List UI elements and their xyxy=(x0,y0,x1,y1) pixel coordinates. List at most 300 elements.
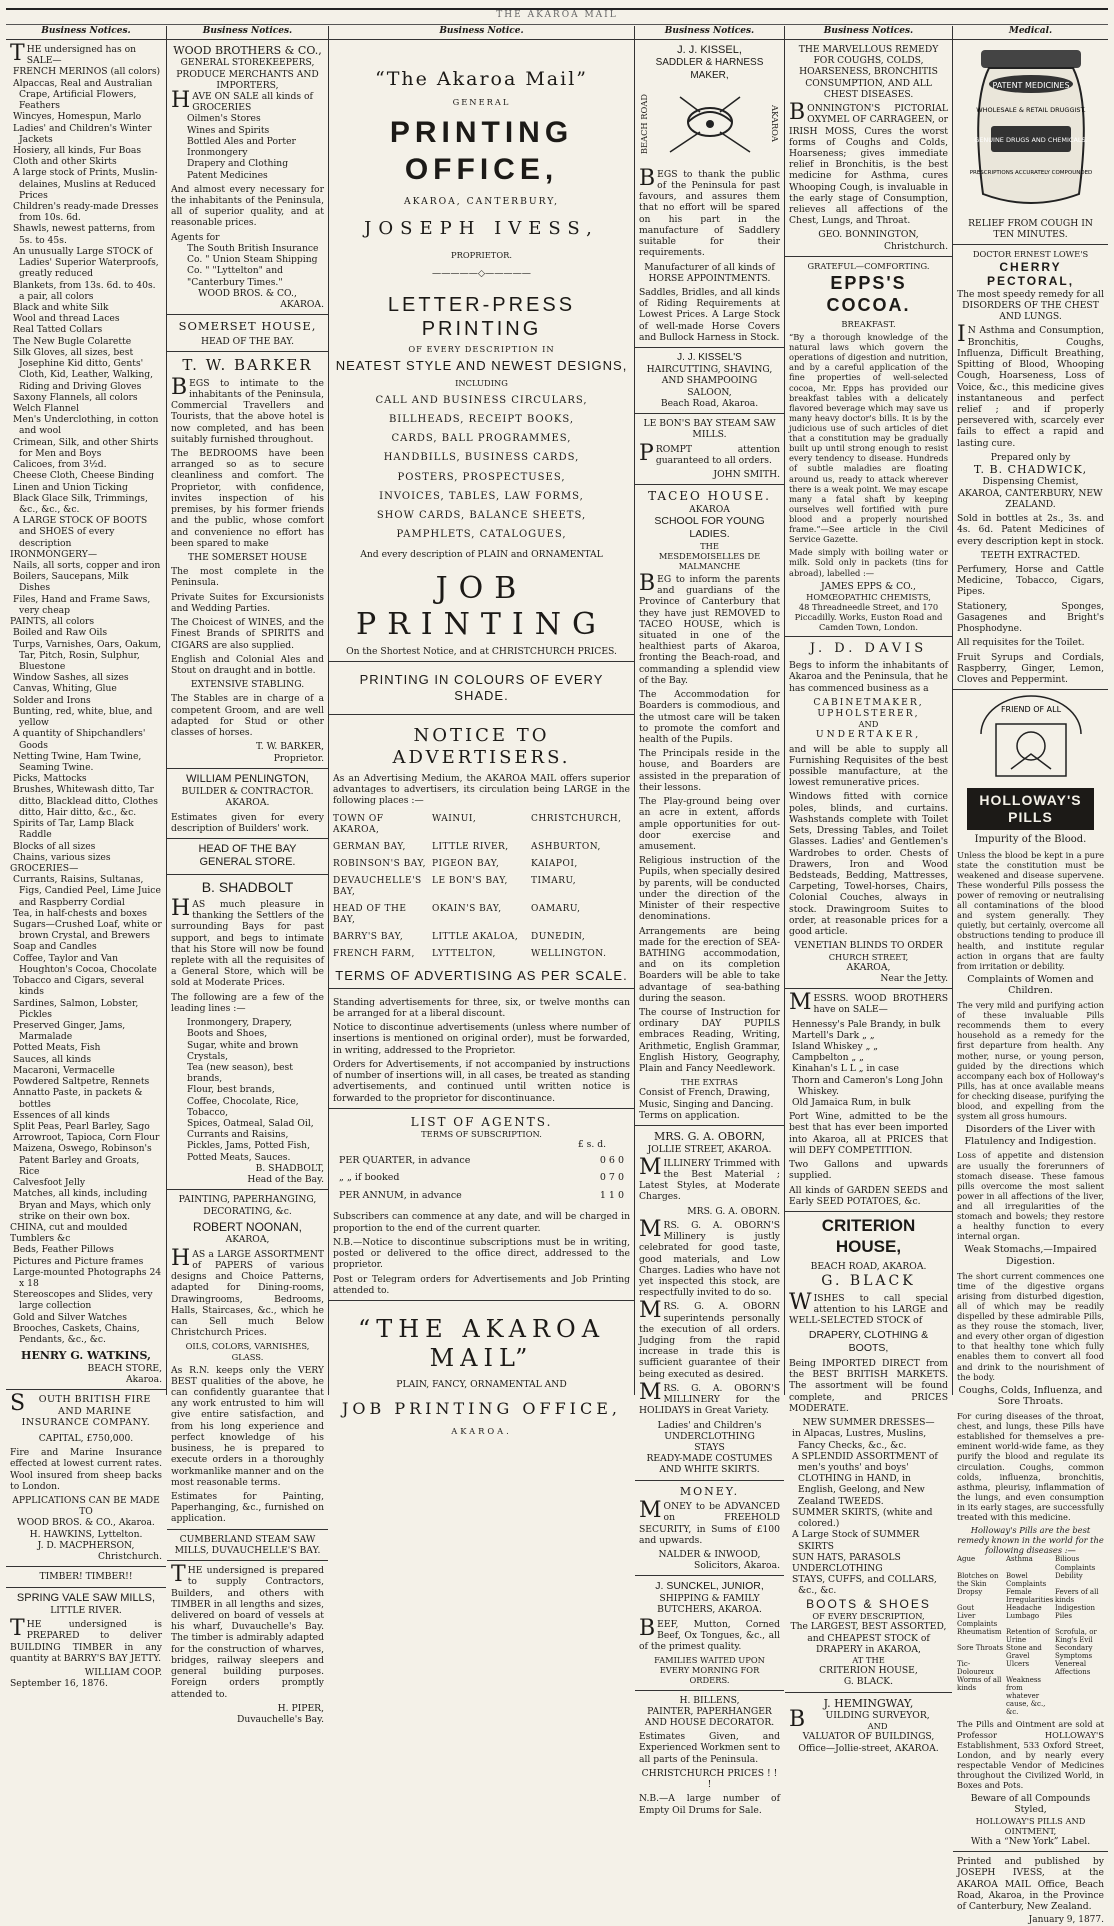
services-list xyxy=(333,395,630,542)
general-label: GENERAL xyxy=(452,97,511,108)
weak-heading: Weak Stomachs,—Impaired Digestion. xyxy=(964,1244,1097,1268)
list-item: Sugars—Crushed Loaf, white or brown Crystal, and Brewers xyxy=(13,919,162,942)
rate-value: 1 1 0 xyxy=(599,1189,624,1201)
town-item: CHRISTCHURCH, xyxy=(531,814,622,825)
disease-item: Female Irregularities xyxy=(1006,1587,1054,1604)
list-item: Annatto Paste, in packets & bottles xyxy=(13,1087,143,1110)
issue-date: January 9, 1877. xyxy=(1028,1915,1104,1926)
relief-heading: RELIEF FROM COUGH IN TEN MINUTES. xyxy=(968,217,1093,241)
list-item: Coffee, Taylor and Van Houghton's Cocoa, Chocolate xyxy=(13,952,157,975)
money-sign: NALDER & INWOOD, xyxy=(658,1548,761,1560)
lsd-label: £ s. d. xyxy=(577,1139,606,1151)
list-item: Thorn and Cameron's Long John Whiskey. xyxy=(792,1074,944,1097)
disease-item: Indigestion xyxy=(1055,1603,1095,1612)
epps-addr: 48 Threadneedle Street, and 170 Piccadilly. Works, Euston Road and Camden Town, London. xyxy=(794,601,943,633)
column-header: Business Notices. xyxy=(6,26,166,40)
shadbolt-sign: B. SHADBOLT, xyxy=(255,1162,324,1174)
town-item: LITTLE AKALOA, xyxy=(432,931,519,942)
watkins-intro: THE undersigned has on SALE— xyxy=(10,40,137,67)
list-item: Shawls, newest patterns, from 5s. to 45s. xyxy=(13,223,156,246)
ironmongery-heading: IRONMONGERY— xyxy=(10,548,98,560)
list-item: Brushes, Whitewash ditto, Tar ditto, Blacklead ditto, Clothes ditto, Hair ditto, &c., &c. xyxy=(13,784,158,818)
watkins-list-groceries xyxy=(10,874,162,1222)
list-item: Patent Medicines xyxy=(187,169,268,181)
noonan-place: AKAROA, xyxy=(225,1234,270,1246)
town-item: LE BON'S BAY, xyxy=(432,876,508,887)
town-item: PIGEON BAY, xyxy=(432,859,500,870)
chadwick-heading: T. B. CHADWICK, xyxy=(973,463,1088,477)
shadbolt-body: HAS much pleasure in thanking the Settlers of the surrounding Bays for past support, and begs to intimate that his Store will now be found replete with all the requisites of a General Store, which will be sold at Moderate Prices. xyxy=(171,895,324,989)
springvale-place: LITTLE RIVER. xyxy=(50,1604,122,1616)
list-item: READY-MADE COSTUMES xyxy=(646,1453,773,1465)
ny-label: With a “New York” Label. xyxy=(970,1835,1091,1847)
list-item: Alpaccas, Real and Australian Crape, Artificial Flowers, Feathers xyxy=(13,77,153,112)
akaroa-label: AKAROA. xyxy=(451,1426,512,1437)
impurity-body: Unless the blood be kept in a pure state the constitution must be weakened and disease supervene. These wonderful Pills possess the power of removing or neutralising all contaminations of the blood and system generally. They quietly, but certainly, overcome all obstructions tending to produce ill health, and institute regular action in organs that are faulty from irritation or debility. xyxy=(957,849,1104,971)
rate-row xyxy=(335,1188,628,1204)
taceo-heading: TACEO HOUSE. xyxy=(648,489,771,504)
hemingway-body: BUILDING SURVEYOR, xyxy=(789,1706,930,1732)
watkins-name: HENRY G. WATKINS, xyxy=(21,1349,151,1363)
list-item: Wool and thread Laces xyxy=(13,313,120,325)
wood-heading: WOOD BROTHERS & CO., xyxy=(173,43,322,57)
kissel-mfr: Manufacturer of all kinds of xyxy=(644,261,775,273)
town-item: WAINUI, xyxy=(432,814,477,825)
oborn-body: MILLINERY Trimmed with the Best Material ; Latest Styles, at Moderate Charges. xyxy=(639,1154,780,1203)
list-item: Spices, Oatmeal, Salad Oil, xyxy=(187,1118,314,1130)
disease-item: Liver Complaints xyxy=(957,1611,998,1628)
davis-body-3: Windows fitted with cornice poles, blinds, and curtains. Washstands complete with Toilet Sets, Dressing Tables, and Toilet Glasses. Ladies' and Gentlemen's Wardrobes to order. Chests of Drawers, Iron and Wood Bedsteads, Bedding, Mattresses, Carpeting, Towel-horses, Chairs, Colonial Couches, always in stock. Drawingroom Suites to order, at reasonable prices for a good article. xyxy=(789,791,948,938)
largest-body: The LARGEST, BEST ASSORTED, and CHEAPEST STOCK of DRAPERY in AKAROA, xyxy=(790,1621,947,1655)
friend-of-all-seal-icon xyxy=(971,694,1091,784)
list-item: Essences of all kinds xyxy=(13,1109,110,1121)
extras-body: Consist of French, Drawing, Music, Singing and Dancing. xyxy=(639,1087,774,1110)
cherry-body: IN Asthma and Consumption, Bronchitis, Coughs, Influenza, Difficult Breathing, Spitting of Blood, Whooping Cough, Hoarseness, Loss of Voice, &c., this medicine gives instantaneous and perfect relief ; and if properly persevered with, scarcely ever fails to effect a rapid and lasting cure. xyxy=(957,322,1104,449)
grateful-label: GRATEFUL—COMFORTING. xyxy=(807,260,930,271)
town-item: LITTLE RIVER, xyxy=(432,842,509,853)
list-item: in Alpacas, Lustres, Muslins, Fancy Checks, &c., &c. xyxy=(792,1428,927,1451)
wood2-body-2: Port Wine, admitted to be the best that has ever been imported into Akaroa, all at PRICES that will DEFY COMPETITION. xyxy=(789,1111,948,1156)
town-item: TOWN OF AKAROA, xyxy=(333,814,384,836)
town-item: ASHBURTON, xyxy=(531,842,601,853)
women-heading: Complaints of Women and Children. xyxy=(967,973,1094,997)
list-item: Beds, Feather Pillows xyxy=(13,1244,114,1256)
list-item: Chains, various sizes xyxy=(13,851,111,863)
list-item: Old Jamaica Rum, in bulk xyxy=(792,1097,911,1109)
column-3 xyxy=(328,26,634,1437)
list-item: Linen and Union Ticking xyxy=(13,481,128,493)
barker-body-4: Private Suites for Excursionists and Wedding Parties. xyxy=(171,591,324,614)
list-item: Martell's Dark „ „ xyxy=(792,1029,875,1041)
black-body-2: Being IMPORTED DIRECT from the BEST BRITISH MARKETS. The assortment will be found complete, and PRICES MODERATE. xyxy=(789,1358,948,1414)
disease-item: Stone and Gravel xyxy=(1006,1644,1042,1661)
list-item: Ironmongery, Drapery, xyxy=(187,1017,292,1029)
rates-table xyxy=(333,1151,630,1206)
south-british-agents xyxy=(10,1517,162,1551)
barker-body-2: The BEDROOMS have been arranged so as to secure cleanliness and comfort. The Proprietor, with confidence, invites inspection of his premises, by his former friends and the public, whose comfort and convenience no effort has been spared to make xyxy=(171,448,324,549)
friend-label: FRIEND OF ALL xyxy=(1000,705,1061,715)
saddle-illustration-row xyxy=(639,82,780,166)
town-item: HEAD OF THE BAY, xyxy=(333,904,407,925)
the-label: THE xyxy=(700,540,719,551)
letterpress-heading: LETTER-PRESS PRINTING xyxy=(387,293,576,341)
list-item: Currants, Raisins, Sultanas, Figs, Candied Peel, Lime Juice and Raspberry Cordial xyxy=(13,874,161,908)
horse-heading: HORSE APPOINTMENTS. xyxy=(648,272,771,284)
watkins-list-drapery xyxy=(10,66,162,515)
watkins-address: BEACH STORE, xyxy=(87,1362,162,1374)
list-item: AND WHITE SKIRTS. xyxy=(659,1464,760,1476)
list-item: Matches, all kinds, including Bryan and Mays, which only strike on their own box. xyxy=(13,1188,151,1222)
agents-heading: LIST OF AGENTS. xyxy=(410,1114,553,1129)
diseases-grid xyxy=(957,1555,1104,1716)
shortest-notice: On the Shortest Notice, and at CHRISTCHURCH PRICES. xyxy=(346,645,617,657)
school-body: BEG to inform the parents and guardians of the Province of Canterbury that they have just REMOVED to TACEO HOUSE, which is situated in one of the healthiest parts of Akaroa, fronting the Beach-road, and commanding a splendid view of the Bay. xyxy=(639,570,780,686)
school-body-6: Arrangements are being made for the erection of SEA-BATHING accommodation, and on its completion Boarders will be able to take advantage of sea-bathing during the season. xyxy=(639,925,780,1004)
disease-item: Fevers of all kinds xyxy=(1055,1587,1099,1604)
list-item: Hosiery, all kinds, Fur Boas xyxy=(13,144,142,156)
list-item: Cloth and other Skirts xyxy=(13,156,117,168)
rate-label: „ „ if booked xyxy=(339,1172,400,1184)
disease-item: Tic-Doloureux xyxy=(957,1660,994,1677)
hemingway-and: AND xyxy=(867,1721,888,1732)
list-item: A large stock of Prints, Muslin-delaines, Muslins at Reduced Prices xyxy=(13,167,158,201)
list-item: Preserved Ginger, Jams, Marmalade xyxy=(13,1020,126,1043)
list-item: A Large Stock of SUMMER SKIRTS xyxy=(792,1529,920,1552)
somerset-sub: HEAD OF THE BAY. xyxy=(200,336,295,348)
hair-addr: Beach Road, Akaroa. xyxy=(660,397,759,409)
noonan-body-2: As R.N. keeps only the VERY BEST qualities of the above, he can confidently guarantee that any work entrusted to him will give entire satisfaction, and from his long experience and perfect knowledge of his business, he is prepared to execute orders in a thoroughly workmanlike manner and on the most reasonable terms. xyxy=(171,1364,324,1488)
office-label: Office—Jollie-street, AKAROA. xyxy=(798,1742,939,1754)
list-item: Sauces, all kinds xyxy=(13,1053,92,1065)
list-item: Sugar, white and brown Crystals, xyxy=(187,1039,299,1062)
town-item: TIMARU, xyxy=(531,876,577,887)
column-header: Business Notices. xyxy=(635,26,784,40)
rate-value: 0 7 0 xyxy=(599,1172,624,1184)
timber-heading: TIMBER! TIMBER!! xyxy=(39,1571,133,1583)
noonan-heading: ROBERT NOONAN, xyxy=(193,1219,302,1234)
criterion-2: CRITERION HOUSE, xyxy=(819,1665,918,1677)
school-body-4: The Play-ground being over an acre in extent, affords ample opportunities for out-door exercise and amusement. xyxy=(639,796,780,852)
list-item: Boiled and Raw Oils xyxy=(13,627,108,639)
rate-label: PER ANNUM, in advance xyxy=(339,1189,462,1201)
sunckel-sub: SHIPPING & FAMILY BUTCHERS, AKAROA. xyxy=(657,1593,762,1616)
epps-body: “By a thorough knowledge of the natural laws which govern the operations of digestion and nutrition, and by a careful application of the fine properties of well-selected cocoa, Mr. Epps has provided our breakfast tables with a delicately flavored beverage which may save us many heavy doctor's bills. It is by the judicious use of such articles of diet that a constitution may be gradually built up until strong enough to resist every tendency to disease. Hundreds of subtle maladies are floating around us, ready to attack wherever there is a weak point. We may escape many a fatal shaft by keeping ourselves well fortified with pure blood and a properly nourished frame.”—See article in the Civil Service Gazette. xyxy=(789,332,948,545)
holloway-illustration xyxy=(957,694,1104,784)
saddler-heading: SADDLER & HARNESS MAKER, xyxy=(655,57,764,81)
list-item: Boilers, Saucepans, Milk Dishes xyxy=(13,571,129,594)
barker-heading: T. W. BARKER xyxy=(182,356,313,375)
list-item: Solder and Irons xyxy=(13,694,91,706)
list-item: Drapery and Clothing xyxy=(187,158,289,170)
neatest-heading: NEATEST STYLE AND NEWEST DESIGNS, xyxy=(335,357,628,373)
disease-item: Lumbago xyxy=(1006,1611,1040,1620)
list-item: Ladies' and Children's Winter Jackets xyxy=(13,122,152,145)
disease-item: Retention of Urine xyxy=(1006,1627,1050,1644)
list-item: Gold and Silver Watches xyxy=(13,1311,127,1323)
town-item: OAMARU, xyxy=(531,904,581,915)
list-item: Island Whiskey „ „ xyxy=(792,1040,879,1052)
hair-heading: HAIRCUTTING, SHAVING, AND SHAMPOOING SALOON, xyxy=(646,364,773,398)
service-item: BILLHEADS, RECEIPT BOOKS, xyxy=(388,413,575,425)
shadbolt-heading: B. SHADBOLT xyxy=(201,878,294,895)
side-label-right: AKAROA xyxy=(770,105,780,143)
side-label-left: BEACH ROAD xyxy=(639,93,649,154)
at-the-label: AT THE xyxy=(852,1655,885,1666)
stabling-heading: EXTENSIVE STABLING. xyxy=(190,679,305,691)
subs-heading: TERMS OF SUBSCRIPTION. xyxy=(421,1129,542,1140)
school-body-2: The Accommodation for Boarders is commodious, and the utmost care will be taken to promote the comfort and health of the Pupils. xyxy=(639,689,780,746)
wood-sub2: PRODUCE MERCHANTS AND IMPORTERS, xyxy=(176,68,319,91)
service-item: CARDS, BALL PROGRAMMES, xyxy=(391,433,572,445)
kissel-heading: J. J. KISSEL, xyxy=(677,43,742,56)
rate-row xyxy=(335,1153,628,1169)
list-item: FRENCH MERINOS (all colors) xyxy=(13,66,161,78)
town-item: DEVAUCHELLE'S BAY, xyxy=(333,876,422,898)
watkins-place: Akaroa. xyxy=(125,1373,162,1385)
wood-place: AKAROA. xyxy=(280,298,324,310)
somerset-heading: SOMERSET HOUSE, xyxy=(178,319,317,334)
penlington-heading: WILLIAM PENLINGTON, xyxy=(186,772,309,785)
list-item: Turps, Varnishes, Oars, Oakum, Tar, Pitch, Rosin, Sulphur, Bluestone xyxy=(13,638,162,672)
davis-body: Begs to inform the inhabitants of Akaroa and the Peninsula, that he has commenced business as a xyxy=(789,660,948,694)
printed-body: Printed and published by JOSEPH IVESS, at the AKAROA MAIL Office, Beach Road, Akaroa, in the Province of Canterbury, New Zealand. xyxy=(957,1856,1104,1912)
list-item: UNDERCLOTHING xyxy=(664,1430,755,1442)
list-item: Wincyes, Homespun, Marlo xyxy=(13,111,142,123)
malmanche: MESDEMOISELLES DE MALMANCHE xyxy=(658,550,761,571)
list-item: GROCERIES xyxy=(192,102,252,114)
akaroa-mail-heading-2: “THE AKAROA MAIL” xyxy=(357,1314,606,1373)
wood-sign: WOOD BROS. & CO., xyxy=(198,287,297,299)
oborn-heading: MRS. G. A. OBORN, xyxy=(653,1130,766,1144)
money-heading: MONEY. xyxy=(679,1484,740,1498)
watkins-list-paints xyxy=(10,627,162,863)
oborn-body-2: MRS. G. A. OBORN'S Millinery is justly celebrated for good taste, good materials, and Low Charges. Ladies who have not yet inspected this stock, are respectfully invited to do so. xyxy=(639,1216,780,1299)
wood-list xyxy=(171,102,324,181)
medicine-jar-icon xyxy=(961,44,1101,214)
disease-item: Piles xyxy=(1055,1611,1072,1620)
proprietor-label: PROPRIETOR. xyxy=(450,249,512,260)
barker-prop: Proprietor. xyxy=(273,752,324,764)
banner-text: THE AKAROA MAIL xyxy=(496,10,618,20)
cherry-heading: CHERRY PECTORAL, xyxy=(986,259,1075,289)
cherry-sub: The most speedy remedy for all DISORDERS OF THE CHEST AND LUNGS. xyxy=(957,288,1105,323)
wood2-body: MESSRS. WOOD BROTHERS have on SALE— xyxy=(789,990,948,1016)
notice-heading: NOTICE TO ADVERTISERS. xyxy=(392,724,571,768)
list-item: Soap and Candles xyxy=(13,941,97,953)
disease-item: Asthma xyxy=(1006,1555,1033,1564)
smith-sign: JOHN SMITH. xyxy=(713,468,780,480)
chadwick-body: Sold in bottles at 2s., 3s. and 4s. 6d. Patent Medicines of every description kept in stock. xyxy=(957,513,1104,547)
printing-office-heading: PRINTING OFFICE, xyxy=(389,116,574,186)
list-item: Ladies' and Children's xyxy=(657,1419,762,1431)
list-item: Split Peas, Pearl Barley, Sago xyxy=(13,1120,150,1132)
list-item: SUMMER SKIRTS, (white and colored.) xyxy=(792,1506,933,1530)
town-item: OKAIN'S BAY, xyxy=(432,904,502,915)
list-item: Potted Meats, Sauces. xyxy=(187,1151,291,1163)
smith-body: PROMPT attention guaranteed to all orders. xyxy=(639,440,780,466)
every-other: And every description of PLAIN and ORNAMENTAL xyxy=(360,549,603,561)
jpo-heading: JOB PRINTING OFFICE, xyxy=(341,1398,621,1418)
money-body: MONEY to be ADVANCED on FREEHOLD SECURITY, in Sums of £100 and upwards. xyxy=(639,1498,780,1546)
agent-item: WOOD BROS. & CO., Akaroa. xyxy=(17,1517,155,1529)
fruit-body: Fruit Syrups and Cordials, Raspberry, Ginger, Lemon, Cloves and Peppermint. xyxy=(957,651,1104,685)
list-item: Blocks of all sizes xyxy=(13,840,96,852)
list-item: Bottled Ales and Porter xyxy=(187,135,296,147)
groceries-heading: GROCERIES— xyxy=(10,862,79,874)
service-item: CALL AND BUSINESS CIRCULARS, xyxy=(375,394,588,406)
bonnington-sign: GEO. BONNINGTON, xyxy=(818,229,919,241)
service-item: SHOW CARDS, BALANCE SHEETS, xyxy=(376,509,587,521)
south-british-place: Christchurch. xyxy=(97,1551,162,1563)
disease-item: Secondary Symptoms xyxy=(1055,1644,1093,1661)
springvale-date: September 16, 1876. xyxy=(10,1678,108,1690)
south-british-body: Fire and Marine Insurance effected at lowest current rates. Wool insured from sheep backs to London. xyxy=(10,1447,162,1492)
list-item: Silk Gloves, all sizes, best Josephine Kid ditto, Gents' Cloth, Kid, Leather, Walking, Riding and Driving Gloves xyxy=(13,346,154,392)
stationery-body: Stationery, Sponges, Gasagenes and Bright's Phosphodyne. xyxy=(957,600,1104,635)
subs-body: Subscribers can commence at any date, and will be charged in proportion to the end of the current quarter. xyxy=(333,1211,630,1234)
hpo-heading: HOLLOWAY'S PILLS AND OINTMENT, xyxy=(975,1815,1086,1836)
town-item: LYTTELTON, xyxy=(432,948,496,959)
town-item: KAIAPOI, xyxy=(531,859,578,870)
town-item: BARRY'S BAY, xyxy=(333,931,404,942)
place-label: AKAROA, CANTERBURY, xyxy=(403,196,560,208)
venetian-heading: VENETIAN BLINDS TO ORDER xyxy=(794,940,943,952)
women-body: The very mild and purifying action of these invaluable Pills recommends them to every household as a remedy for the first departure from health. Any mother, nurse, or young person, guided by the directions which accompany each box of Holloway's Pills, has at once available means for checking disease, purifying the blood, and expelling from the system all gross humours. xyxy=(957,999,1104,1122)
hemingway-heading: J. HEMINGWAY, xyxy=(823,1696,914,1710)
south-british-capital: CAPITAL, £750,000. xyxy=(38,1432,134,1444)
column-5 xyxy=(784,26,952,1754)
list-item: Canvas, Whiting, Glue xyxy=(13,683,117,695)
jar-genuine: GENUINE DRUGS AND CHEMICALS. xyxy=(973,135,1088,144)
barker-body-6: English and Colonial Ales and Stout on draught and in bottle. xyxy=(171,653,324,676)
penlington-place: AKAROA. xyxy=(225,797,270,809)
rate-row xyxy=(335,1170,628,1186)
list-item: Arrowroot, Tapioca, Corn Flour xyxy=(13,1132,160,1144)
criterion-addr: BEACH ROAD, AKAROA. xyxy=(810,1261,927,1273)
disease-item: Venereal Affections xyxy=(1055,1660,1091,1677)
impurity-heading: Impurity of the Blood. xyxy=(974,834,1087,846)
shadbolt-body-2: The following are a few of the leading lines :— xyxy=(171,991,324,1014)
hotb-heading: HEAD OF THE BAY GENERAL STORE. xyxy=(198,843,297,869)
list-item: Brooches, Caskets, Chains, Pendants, &c., &c. xyxy=(13,1322,140,1346)
school-heading: SCHOOL FOR YOUNG LADIES. xyxy=(654,515,765,540)
list-item: Cheese Cloth, Cheese Binding xyxy=(13,470,154,482)
school-body-5: Religious instruction of the Pupils, when specially desired by parents, will be conducted under the direction of the Minister of their respective denominations. xyxy=(639,855,780,923)
springvale-sign: WILLIAM COOP. xyxy=(84,1667,162,1679)
boots-heading: BOOTS & SHOES xyxy=(806,1596,931,1611)
list-item: Black and white Silk xyxy=(13,302,109,313)
agent-item: J. D. MACPHERSON, xyxy=(37,1539,135,1551)
list-item: Picks, Mattocks xyxy=(13,773,87,785)
disease-item: Worms of all kinds xyxy=(957,1676,1002,1693)
barker-body-3: The most complete in the Peninsula. xyxy=(171,566,324,589)
list-item: Children's ready-made Dresses from 10s. 6d. xyxy=(13,201,159,224)
list-item: Tobacco and Cigars, several kinds xyxy=(13,975,145,998)
oborn-body-4: MRS. G. A. OBORN'S MILLINERY for the HOLIDAYS in Great Variety. xyxy=(639,1379,780,1417)
list-item: Pickles, Jams, Potted Fish, xyxy=(187,1140,311,1152)
sunckel-heading: J. SUNCKEL, JUNIOR, xyxy=(655,1580,764,1593)
orders-body: Orders for Advertisements, if not accompanied by instructions of number of insertions will, in all cases, be treated as standing advertisements, and continued until written notice is forwarded to the proprietor for discontinuance. xyxy=(333,1058,630,1104)
town-item: FRENCH FARM, xyxy=(333,948,415,959)
list-item: UNDERCLOTHING xyxy=(792,1562,883,1574)
watkins-list-china xyxy=(10,1244,162,1345)
list-item: SUN HATS, PARASOLS xyxy=(792,1551,901,1563)
ivess-name: JOSEPH IVESS, xyxy=(364,217,599,239)
black-body: WISHES to call special attention to his LARGE and WELL-SELECTED STOCK of xyxy=(789,1289,948,1327)
prepared-label: Prepared only by xyxy=(990,451,1071,463)
teeth-heading: TEETH EXTRACTED. xyxy=(980,549,1081,561)
list-item: Ironmongery xyxy=(187,147,248,159)
bonnington-place: Christchurch. xyxy=(883,240,948,252)
disease-item: Weakness from whatever cause, &c., &c. xyxy=(1006,1676,1046,1717)
disease-item: Ulcers xyxy=(1006,1660,1030,1669)
penlington-body: Estimates given for every description of Builders' work. xyxy=(171,811,324,834)
ornament: —————◇————— xyxy=(432,267,531,279)
prices-body: N.B.—A large number of Empty Oil Drums for Sale. xyxy=(639,1793,780,1816)
china-heading: CHINA, cut and moulded Tumblers &c xyxy=(10,1221,128,1245)
list-item: Black Glace Silk, Trimmings, &c., &c., &c. xyxy=(13,492,148,515)
barker-body-7: The Stables are in charge of a competent Groom, and are well adapted for Stud or other classes of horses. xyxy=(171,693,324,739)
list-item: Wines and Spirits xyxy=(187,124,270,136)
wood-intro: HAVE ON SALE all kinds of xyxy=(171,88,313,114)
criterion-heading: CRITERION HOUSE, xyxy=(821,1216,916,1256)
service-item: POSTERS, PROSPECTUSES, xyxy=(397,471,566,483)
bonnington-body: BONNINGTON'S PICTORIAL OXYMEL OF CARRAGEEN, or IRISH MOSS, Cures the worst forms of Coughs and Colds, Hoarseness; gives immediate relief in Bronchitis, is the best medicine for Asthma, cures Whooping Cough, is invaluable in the early stage of Consumption, relieves all affections of the Chest, Lungs, and Throat. xyxy=(789,100,948,227)
cabinet-heading: CABINETMAKER, UPHOLSTERER, xyxy=(813,696,924,720)
post-body: Post or Telegram orders for Advertisements and Job Printing attended to. xyxy=(333,1273,630,1296)
barker-body: BEGS to intimate to the inhabitants of the Peninsula, Commercial Travellers and Tourists, that the above hotel is now completed, and has been suitably furnished throughout. xyxy=(171,374,324,445)
rate-value: 0 6 0 xyxy=(599,1154,624,1166)
watkins-list-iron xyxy=(10,560,162,616)
saddle-illustration xyxy=(660,82,760,166)
noonan-body: HAS a LARGE ASSORTMENT of PAPERS of various designs and Choice Patterns, adapted for Dining-rooms, Drawingrooms, Bedrooms, Halls, Staircases, &c., which he can Sell much Below Christchurch Prices. xyxy=(171,1245,324,1339)
list-item: Currants and Raisins, xyxy=(187,1129,289,1141)
list-item: Campbelton „ „ xyxy=(792,1052,864,1064)
money-sol: Solicitors, Akaroa. xyxy=(694,1560,780,1572)
towns-grid xyxy=(333,814,630,960)
davis-body-2: and will be able to supply all Furnishing Requisites of the best possible manufacture, at the lowest remunerative prices. xyxy=(789,743,948,789)
list-item: Tea, in half-chests and boxes xyxy=(13,907,147,919)
davis-heading: J. D. DAVIS xyxy=(809,641,928,657)
disease-item: Bowel Complaints xyxy=(1006,1571,1047,1588)
disease-item: Headache xyxy=(1006,1603,1042,1612)
terms-heading: TERMS OF ADVERTISING AS PER SCALE. xyxy=(335,967,628,983)
list-item: Welch Flannel xyxy=(13,402,80,414)
list-item: Large-mounted Photographs 24 x 18 xyxy=(13,1266,162,1290)
list-item: Oilmen's Stores xyxy=(187,113,261,125)
town-item: WELLINGTON. xyxy=(531,948,607,959)
nb-body: N.B.—Notice to discontinue subscriptions must be in writing, posted or delivered to the office direct, addressed to the proprietor. xyxy=(333,1236,630,1271)
columns xyxy=(6,26,1108,1926)
list-item: Potted Meats, Fish xyxy=(13,1042,101,1054)
kissel2-heading: J. J. KISSEL'S xyxy=(677,352,742,364)
penlington-sub: BUILDER & CONTRACTOR. xyxy=(181,786,314,798)
summer-list xyxy=(789,1428,948,1596)
list-item: Stereoscopes and Slides, very large collection xyxy=(13,1289,153,1312)
town-item: DUNEDIN, xyxy=(531,931,586,942)
summer-heading: NEW SUMMER DRESSES— xyxy=(802,1417,935,1429)
disease-item: Sore Throats xyxy=(957,1644,1004,1652)
lowe-heading: DOCTOR ERNEST LOWE'S xyxy=(972,249,1089,260)
weak-body: The short current commences one time of the digestive organs arising from disturbed digestion, all of which may be readily dispelled by these admirable Pills, as they rouse the stomach, liver, and every other organ of digestion to that healthy tone which fully enables them to convert all food and drink to the nourishment of the body. xyxy=(957,1270,1104,1382)
terms-label: Terms on application. xyxy=(639,1109,740,1121)
black-heading: G. BLACK xyxy=(821,1272,916,1289)
town-item: ROBINSON'S BAY, xyxy=(333,859,427,870)
list-item: Files, Hand and Frame Saws, very cheap xyxy=(13,593,151,616)
list-item: The New Bugle Colarette xyxy=(13,335,132,347)
list-item: Calvesfoot Jelly xyxy=(13,1177,86,1189)
list-item: Tea (new season), best brands, xyxy=(187,1061,293,1085)
